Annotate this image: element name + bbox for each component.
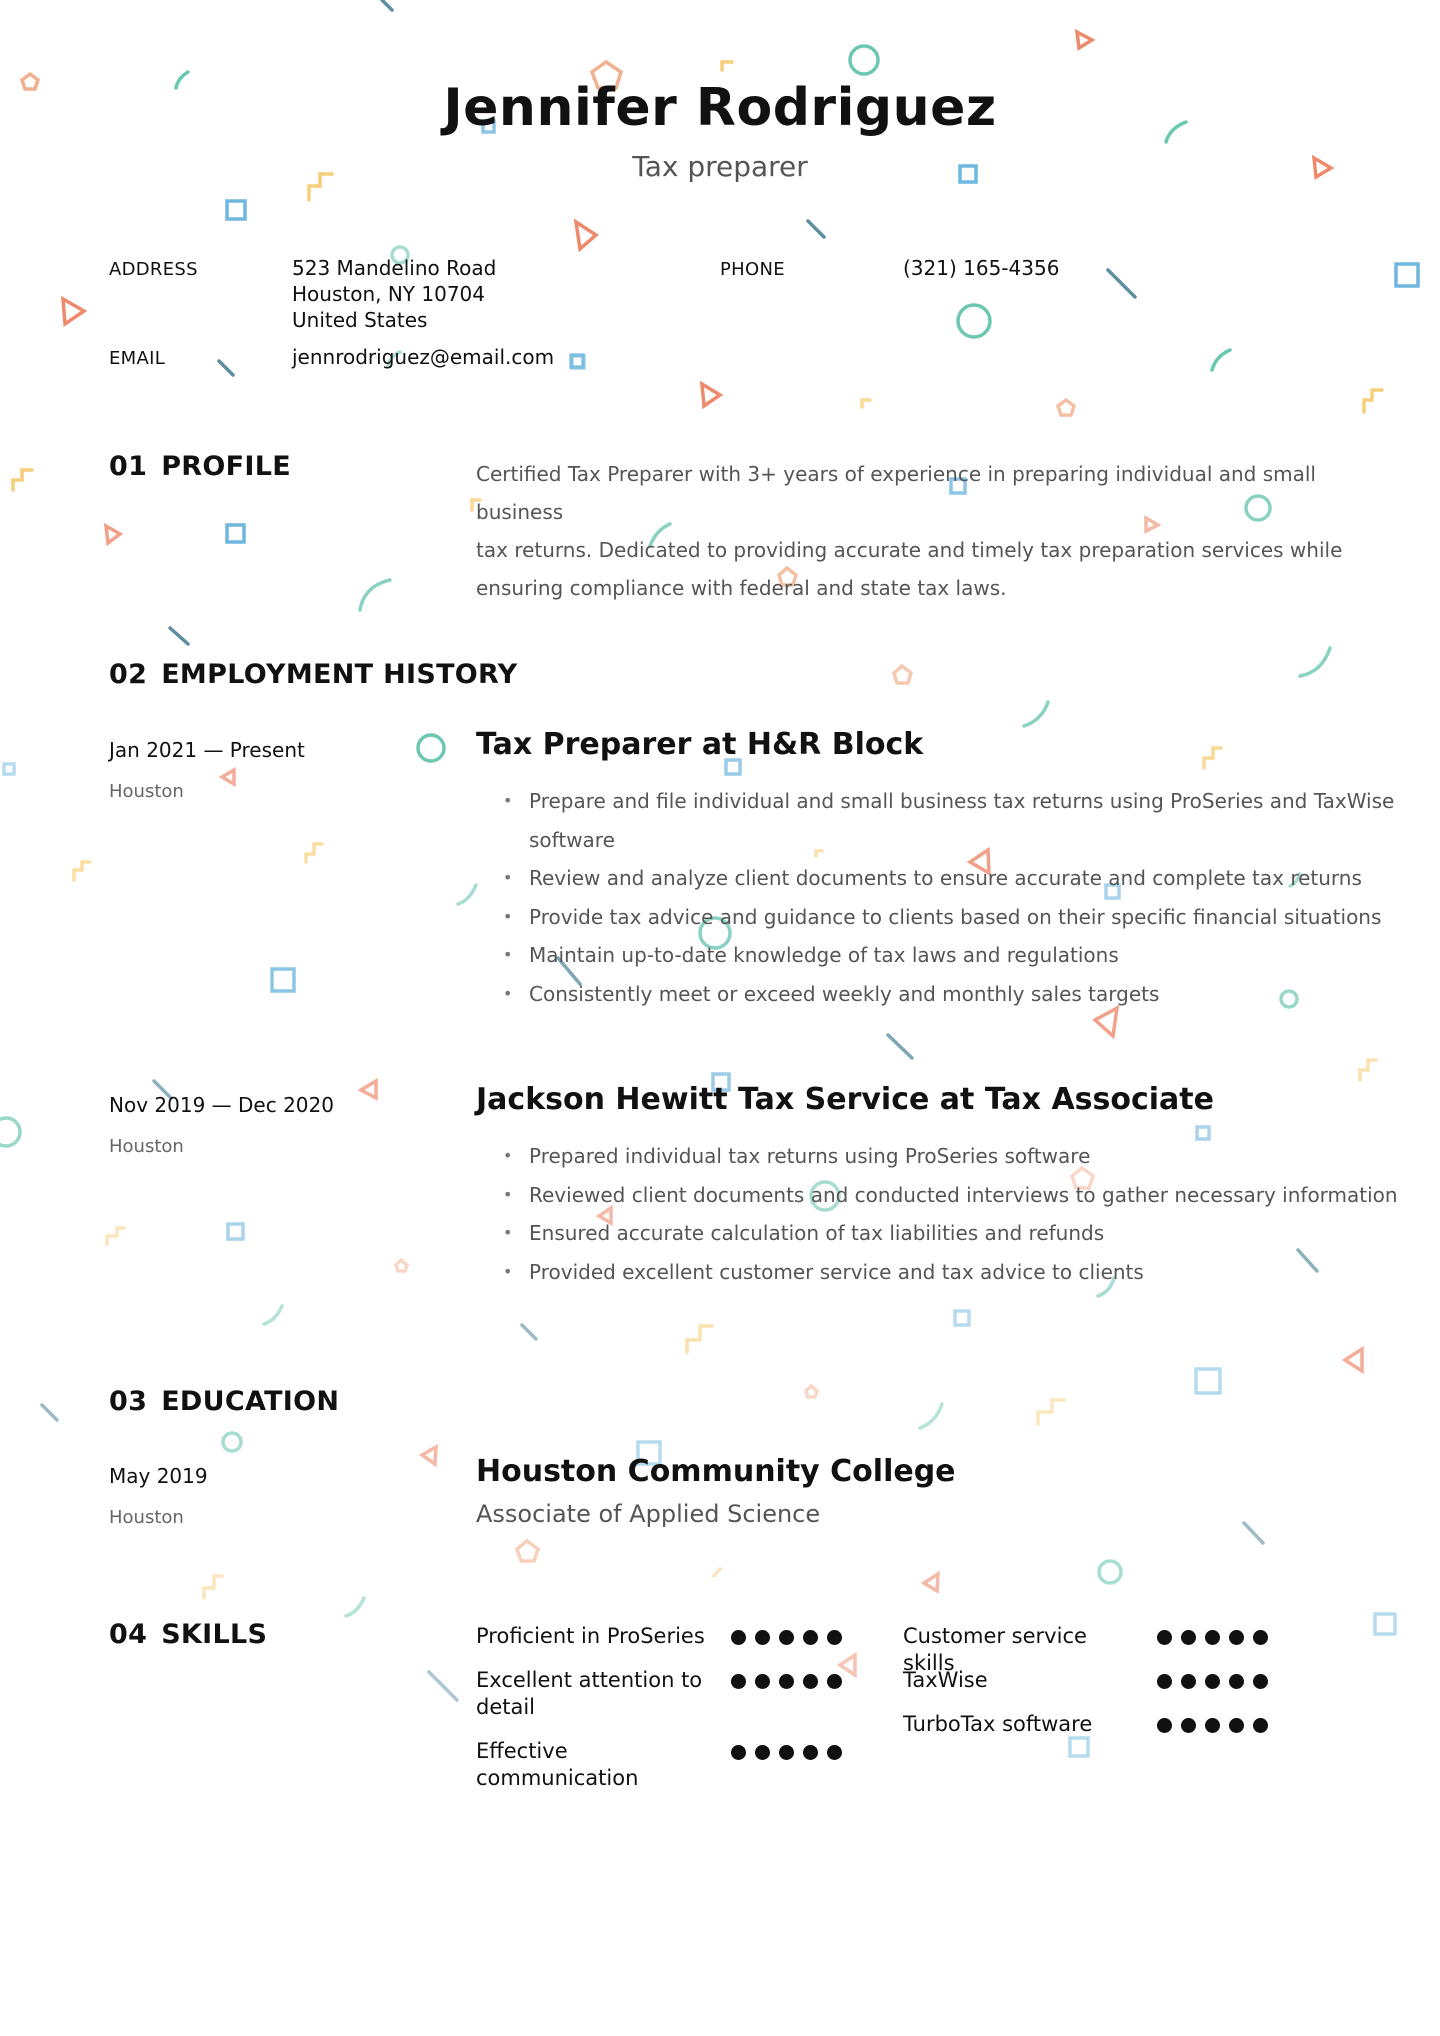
skill-dot [755, 1674, 770, 1689]
skill-dot [1253, 1718, 1268, 1733]
job-bullets [476, 782, 1409, 1013]
skill-level [731, 1674, 842, 1689]
section-heading: PROFILE [161, 451, 291, 482]
skill-dot [827, 1745, 842, 1760]
skill-dot [779, 1745, 794, 1760]
section-number: 03 [109, 1386, 148, 1417]
skill-dot [827, 1630, 842, 1645]
job-bullet: • Prepare and file individual and small business tax returns using ProSeries and TaxWise [529, 782, 1409, 821]
skill-dot [1229, 1674, 1244, 1689]
skill-name: TaxWise [903, 1668, 988, 1692]
section-title-skills [109, 1619, 267, 1650]
skill-dot [1253, 1630, 1268, 1645]
job-bullets [476, 1137, 1409, 1291]
profile-line: tax returns. Dedicated to providing accurate and timely tax preparation services while [476, 538, 1343, 562]
education-date: May 2019 [109, 1464, 208, 1488]
skill-dot [1181, 1718, 1196, 1733]
job-bullet: • Consistently meet or exceed weekly and monthly sales targets [529, 975, 1409, 1014]
skill-level [1157, 1630, 1268, 1645]
skill-dot [755, 1630, 770, 1645]
section-title-employment [109, 659, 518, 690]
section-title-education [109, 1386, 339, 1417]
job-bullet: • Review and analyze client documents to ensure accurate and complete tax returns [529, 859, 1409, 898]
section-heading: SKILLS [161, 1619, 268, 1650]
phone-label: PHONE [720, 259, 785, 280]
skill-dot [1229, 1630, 1244, 1645]
skill-level [1157, 1718, 1268, 1733]
email-value: jennrodriguez@email.com [292, 345, 555, 369]
phone-value: (321) 165-4356 [903, 256, 1060, 280]
address-label: ADDRESS [109, 259, 198, 280]
skill-dot [731, 1674, 746, 1689]
skill-dot [803, 1630, 818, 1645]
skill-name: Proficient in ProSeries [476, 1624, 705, 1648]
profile-line: Certified Tax Preparer with 3+ years of experience in preparing individual and small business [476, 462, 1316, 524]
skill-dot [803, 1674, 818, 1689]
education-school: Houston Community College [476, 1454, 956, 1489]
skill-dot [1157, 1718, 1172, 1733]
skill-name: Customer service skills [903, 1624, 1087, 1675]
skill-dot [1253, 1674, 1268, 1689]
section-number: 01 [109, 451, 148, 482]
candidate-name: Jennifer Rodriguez [443, 78, 997, 138]
skill-dot [1229, 1718, 1244, 1733]
skill-dot [827, 1674, 842, 1689]
skill-dot [1205, 1674, 1220, 1689]
job-dates: Nov 2019 — Dec 2020 [109, 1093, 334, 1117]
job-title: Jackson Hewitt Tax Service at Tax Associate [476, 1082, 1214, 1117]
address-value [292, 255, 496, 333]
education-degree: Associate of Applied Science [476, 1500, 821, 1528]
education-location: Houston [109, 1507, 184, 1528]
section-number: 02 [109, 659, 148, 690]
email-label: EMAIL [109, 348, 166, 369]
job-title: Tax Preparer at H&R Block [476, 727, 924, 762]
job-bullet: • Prepared individual tax returns using ProSeries software [529, 1137, 1409, 1176]
skill-dot [1205, 1718, 1220, 1733]
section-heading: EMPLOYMENT HISTORY [161, 659, 518, 690]
job-dates: Jan 2021 — Present [109, 738, 305, 762]
skill-dot [803, 1745, 818, 1760]
job-bullet: • Provided excellent customer service and tax advice to clients [529, 1253, 1409, 1292]
skill-dot [1157, 1674, 1172, 1689]
skill-dot [1181, 1630, 1196, 1645]
skill-level [1157, 1674, 1268, 1689]
address-line: 523 Mandelino Road [292, 256, 497, 280]
skill-dot [731, 1745, 746, 1760]
job-location: Houston [109, 1136, 184, 1157]
job-bullet: • Maintain up-to-date knowledge of tax laws and regulations [529, 936, 1409, 975]
job-bullet-continuation: software [529, 827, 615, 852]
skill-level [731, 1745, 842, 1760]
profile-line: ensuring compliance with federal and state tax laws. [476, 576, 1007, 600]
job-bullet: • Reviewed client documents and conducted interviews to gather necessary information [529, 1176, 1409, 1215]
skill-dot [779, 1674, 794, 1689]
skill-name: TurboTax software [903, 1712, 1093, 1736]
address-line: Houston, NY 10704 [292, 282, 485, 306]
skill-dot [779, 1630, 794, 1645]
skill-dot [1181, 1674, 1196, 1689]
job-bullet: • Ensured accurate calculation of tax liabilities and refunds [529, 1214, 1409, 1253]
skill-name: Excellent attention to detail [476, 1668, 703, 1719]
profile-summary [476, 455, 1346, 607]
job-bullet: • Provide tax advice and guidance to clients based on their specific financial situations [529, 898, 1409, 937]
address-line: United States [292, 308, 428, 332]
skill-level [731, 1630, 842, 1645]
skill-dot [755, 1745, 770, 1760]
skill-name: Effective communication [476, 1739, 639, 1790]
skill-dot [731, 1630, 746, 1645]
job-title-subtitle: Tax preparer [632, 150, 808, 183]
skill-dot [1205, 1630, 1220, 1645]
skill-dot [1157, 1630, 1172, 1645]
section-number: 04 [109, 1619, 148, 1650]
section-heading: EDUCATION [161, 1386, 340, 1417]
section-title-profile [109, 451, 291, 482]
job-location: Houston [109, 781, 184, 802]
